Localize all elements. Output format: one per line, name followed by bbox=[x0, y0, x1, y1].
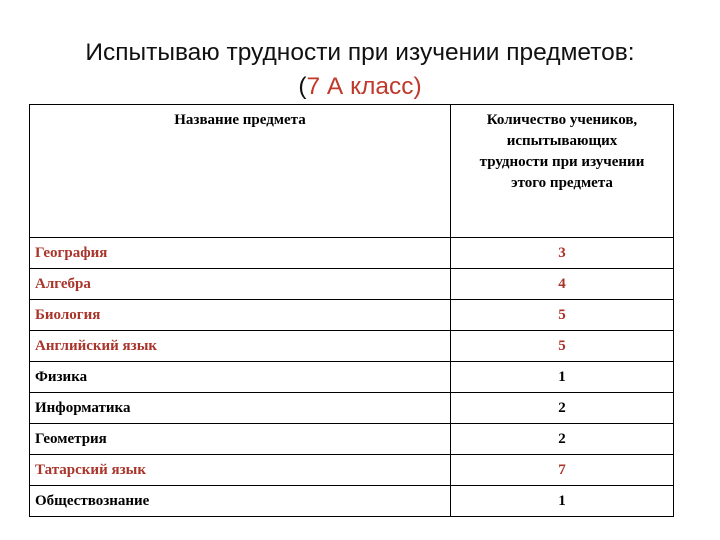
subject-cell: Алгебра bbox=[30, 269, 451, 300]
count-cell: 2 bbox=[451, 424, 674, 455]
count-cell: 5 bbox=[451, 300, 674, 331]
count-cell: 1 bbox=[451, 486, 674, 517]
table-row bbox=[30, 486, 674, 517]
subject-cell: География bbox=[30, 238, 451, 269]
header-count: Количество учеников, испытывающих трудности при изучении этого предмета bbox=[451, 105, 674, 238]
title-paren-close: ) bbox=[413, 73, 422, 100]
subject-cell: Физика bbox=[30, 362, 451, 393]
count-cell: 1 bbox=[451, 362, 674, 393]
subject-cell: Биология bbox=[30, 300, 451, 331]
subject-cell: Татарский язык bbox=[30, 455, 451, 486]
count-cell: 7 bbox=[451, 455, 674, 486]
table-row bbox=[30, 300, 674, 331]
difficulty-table bbox=[29, 104, 674, 517]
title-line2 bbox=[0, 70, 720, 104]
table-row bbox=[30, 424, 674, 455]
table-row bbox=[30, 455, 674, 486]
table-header-row bbox=[30, 105, 674, 238]
slide-title bbox=[0, 36, 720, 104]
subject-cell: Обществознание bbox=[30, 486, 451, 517]
count-cell: 3 bbox=[451, 238, 674, 269]
table-row bbox=[30, 362, 674, 393]
table-body bbox=[30, 238, 674, 517]
title-paren-open: ( bbox=[298, 73, 307, 100]
subject-cell: Геометрия bbox=[30, 424, 451, 455]
title-line1: Испытываю трудности при изучении предметов: bbox=[85, 39, 635, 66]
subject-cell: Английский язык bbox=[30, 331, 451, 362]
header-subject: Название предмета bbox=[30, 105, 451, 238]
table-row bbox=[30, 238, 674, 269]
table-row bbox=[30, 393, 674, 424]
table-row bbox=[30, 269, 674, 300]
count-cell: 4 bbox=[451, 269, 674, 300]
class-label: 7 А класс bbox=[306, 73, 414, 100]
subject-cell: Информатика bbox=[30, 393, 451, 424]
count-cell: 5 bbox=[451, 331, 674, 362]
table-row bbox=[30, 331, 674, 362]
count-cell: 2 bbox=[451, 393, 674, 424]
